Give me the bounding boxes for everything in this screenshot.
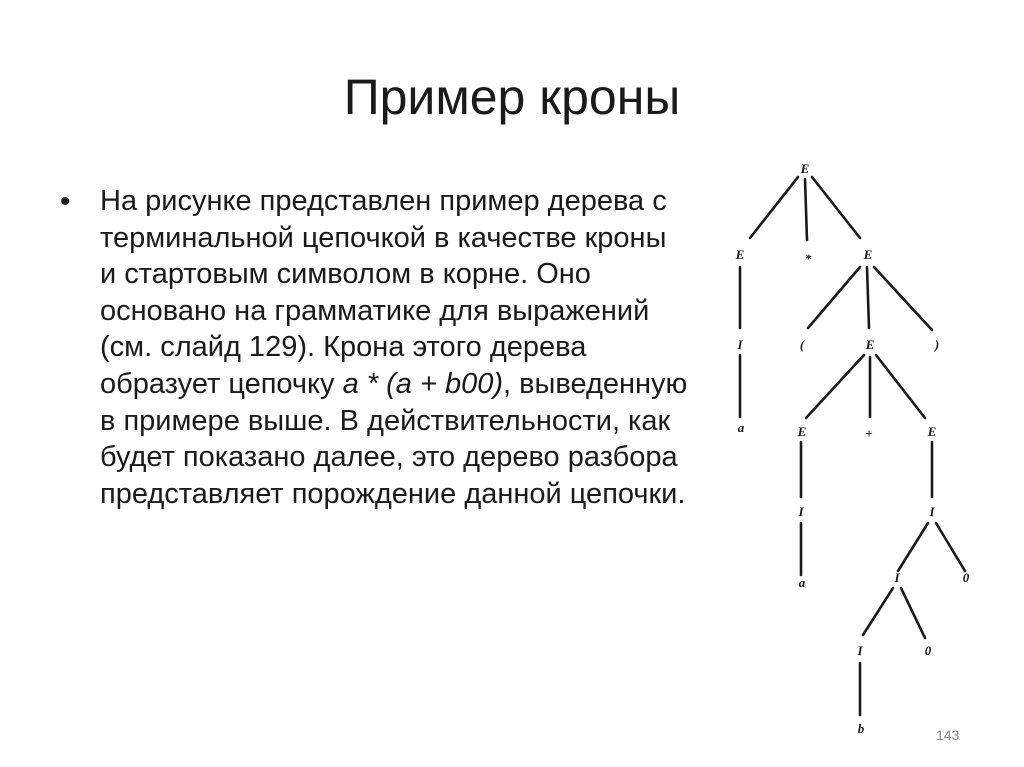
tree-node-I-right: I (929, 504, 935, 519)
bullet-text (100, 183, 690, 512)
tree-node-paren-open: ( (799, 337, 805, 352)
tree-edge (867, 267, 869, 328)
tree-node-root-E: E (800, 161, 810, 176)
tree-edge (750, 177, 798, 238)
tree-node-I-deep: I (857, 643, 863, 658)
tree-node-E-left: E (735, 247, 745, 262)
tree-node-I-left: I (737, 337, 743, 352)
tree-edge (806, 355, 864, 418)
tree-edge (898, 523, 928, 571)
tree-node-I-right2: I (894, 570, 900, 585)
bullet-marker: • (60, 185, 71, 218)
tree-node-paren-close: ) (934, 337, 940, 352)
tree-node-I-mid: I (798, 504, 804, 519)
tree-edge (805, 179, 807, 240)
tree-edge (808, 267, 860, 328)
tree-node-star: * (804, 251, 812, 266)
tree-edge (936, 523, 965, 571)
tree-node-plus: + (865, 426, 873, 441)
tree-node-E-plus-right: E (927, 424, 937, 439)
tree-node-zero-1: 0 (962, 570, 970, 585)
slide-title: Пример кроны (343, 69, 681, 125)
parse-tree-diagram (720, 155, 1000, 745)
tree-edge (812, 177, 860, 238)
tree-node-a-mid: a (798, 575, 806, 590)
tree-edge (874, 267, 932, 330)
tree-node-zero-2: 0 (924, 643, 932, 658)
page-number: 143 (936, 727, 960, 743)
tree-edge (863, 588, 893, 635)
tree-node-E-right: E (863, 247, 873, 262)
bullet-expression: a * (a + b00) (342, 367, 504, 400)
tree-edge (901, 588, 925, 638)
tree-node-E-inner: E (865, 337, 875, 352)
tree-edge (876, 355, 925, 418)
tree-node-a-left: a (737, 420, 745, 435)
tree-node-b-leaf: b (857, 721, 865, 736)
bullet-text-end: , выведенную в примере выше. В действительности, как будет показано далее, это дерево разбора представляет порождение данной цепочки. (100, 367, 688, 510)
bullet-text-start: На рисунке представлен пример дерева с терминальной цепочкой в качестве кроны и стартовым символом в корне. Оно основано на грамматике для выражений (см. слайд 129). Крона этого дерева образует цепочку (100, 185, 667, 400)
tree-node-E-plus-left: E (797, 424, 807, 439)
